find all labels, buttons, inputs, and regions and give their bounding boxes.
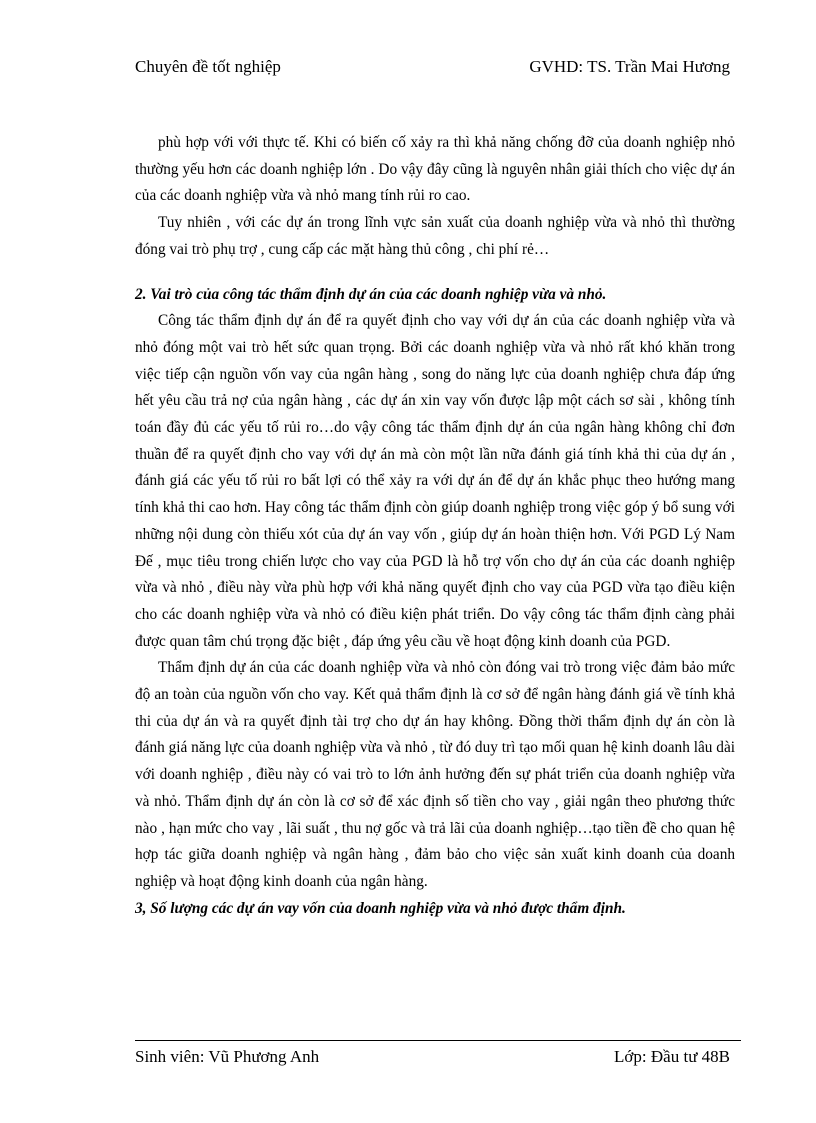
- page-content: [135, 130, 735, 922]
- footer-class: Lớp: Đầu tư 48B: [614, 1047, 730, 1066]
- section-2-heading: 2. Vai trò của công tác thẩm định dự án của các doanh nghiệp vừa và nhỏ.: [135, 285, 607, 303]
- section-2-paragraph-2: Thẩm định dự án của các doanh nghiệp vừa và nhỏ còn đóng vai trò trong việc đảm bảo mức độ an toàn của nguồn vốn cho vay. Kết quả thẩm định là cơ sở để ngân hàng đánh giá về tính khả thi của dự án và ra quyết định tài trợ cho dự án hay không. Đồng thời thẩm định dự án còn là đánh giá năng lực của doanh nghiệp vừa và nhỏ , từ đó duy trì tạo mối quan hệ kinh doanh lâu dài với doanh nghiệp , điều này có vai trò to lớn ảnh hưởng đến sự phát triển của doanh nghiệp vừa và nhỏ. Thẩm định dự án còn là cơ sở để xác định số tiền cho vay , giải ngân theo phương thức nào , hạn mức cho vay , lãi suất , thu nợ gốc và trả lãi của doanh nghiệp…tạo tiền đề cho quan hệ hợp tác giữa doanh nghiệp và ngân hàng , đảm bảo cho việc sản xuất kinh doanh của doanh nghiệp và hoạt động kinh doanh của ngân hàng.: [135, 659, 735, 890]
- paragraph-continued: phù hợp với với thực tế. Khi có biến cố xảy ra thì khả năng chống đỡ của doanh nghiệp nhỏ thường yếu hơn các doanh nghiệp lớn . Do vậy đây cũng là nguyên nhân giải thích cho việc dự án của các doanh nghiệp vừa và nhỏ mang tính rủi ro cao.: [135, 134, 735, 205]
- footer-student: Sinh viên: Vũ Phương Anh: [135, 1047, 320, 1066]
- section-3-heading: 3, Số lượng các dự án vay vốn của doanh nghiệp vừa và nhỏ được thẩm định.: [135, 899, 626, 917]
- section-2-paragraph-1: Công tác thẩm định dự án để ra quyết định cho vay với dự án của các doanh nghiệp vừa và nhỏ đóng một vai trò hết sức quan trọng. Bởi các doanh nghiệp vừa và nhỏ rất khó khăn trong việc tiếp cận nguồn vốn vay của ngân hàng , song do năng lực của doanh nghiệp chưa đáp ứng hết yêu cầu trả nợ của ngân hàng , các dự án xin vay vốn được lập một cách sơ sài , không tính toán đầy đủ các yếu tố rủi ro…do vậy công tác thẩm định dự án của ngân hàng không chỉ đơn thuần để ra quyết định cho vay với dự án mà còn một lần nữa đánh giá tính khả thi của dự án , đánh giá các yếu tố rủi ro bất lợi có thể xảy ra với dự án để dự án khắc phục theo hướng mang tính khả thi cao hơn. Hay công tác thẩm định còn giúp doanh nghiệp trong việc góp ý bổ sung với những nội dung còn thiếu xót của dự án vay vốn , giúp dự án hoàn thiện hơn. Với PGD Lý Nam Đế , mục tiêu trong chiến lược cho vay của PGD là hỗ trợ vốn cho dự án của các doanh nghiệp vừa và nhỏ , điều này vừa phù hợp với khả năng quyết định cho vay của PGD vừa tạo điều kiện cho các doanh nghiệp vừa và nhỏ có điều kiện phát triển. Do vậy công tác thẩm định càng phải được quan tâm chú trọng đặc biệt , đáp ứng yêu cầu về hoạt động kinh doanh của PGD.: [135, 312, 735, 650]
- header-document-type: Chuyên đề tốt nghiệp: [135, 57, 281, 76]
- paragraph-however: Tuy nhiên , với các dự án trong lĩnh vực sản xuất của doanh nghiệp vừa và nhỏ thì thường đóng vai trò phụ trợ , cung cấp các mặt hàng thủ công , chi phí rẻ…: [135, 214, 735, 258]
- footer-divider: [135, 1040, 741, 1041]
- header-supervisor: GVHD: TS. Trần Mai Hương: [529, 57, 730, 76]
